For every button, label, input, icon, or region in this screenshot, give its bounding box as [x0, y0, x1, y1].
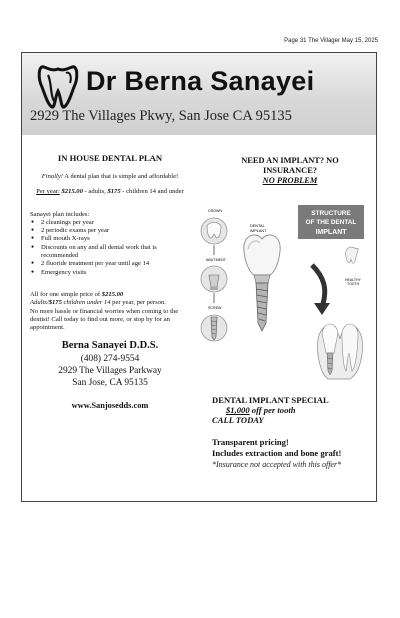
- pricing-line-2: Includes extraction and bone graft!: [212, 447, 342, 458]
- intro-emphasis: Finally!: [41, 173, 63, 180]
- page-header: Page 31 The Villager May 15, 2025: [284, 38, 378, 44]
- label-abutment: ABUTMENT: [206, 258, 226, 262]
- special-call: CALL TODAY: [212, 415, 264, 425]
- website-link[interactable]: www.Sanjosedds.com: [71, 401, 149, 411]
- practice-name: Dr Berna Sanayei: [86, 66, 315, 96]
- implant-structure-diagram: [200, 203, 370, 395]
- list-item: ● 2 fluoride treatment per year until age 14: [30, 260, 190, 268]
- list-item: ● Emergency visits: [30, 269, 190, 277]
- closing-price: $215.00: [101, 290, 124, 298]
- price-child: $175: [107, 188, 121, 196]
- implant-heading-2: INSURANCE?: [263, 166, 317, 175]
- price-mid: - adults,: [82, 188, 108, 196]
- intro-text: A dental plan that is simple and affordable!: [63, 173, 179, 180]
- list-item: ● 2 periodic exams per year: [30, 227, 190, 235]
- dentist-phone[interactable]: (408) 274-9554: [80, 354, 140, 365]
- ad-banner: [22, 53, 376, 135]
- structure-title-1: STRUCTURE: [311, 210, 351, 217]
- closing-e: No more hassle or financial worries when coming to the dentist! Call today to find out more, or stop by for an appointment.: [30, 307, 179, 332]
- special-title: DENTAL IMPLANT SPECIAL: [212, 395, 329, 405]
- plan-price: [30, 188, 190, 196]
- label-screw: SCREW: [208, 306, 222, 310]
- dental-implant-icon: [244, 235, 280, 331]
- implant-heading-3-wrap: [208, 176, 372, 186]
- list-item: ● Discounts on any and all dental work that is recommended: [30, 244, 190, 261]
- jaw-with-implant-icon: [317, 324, 362, 379]
- dental-plan-column: [30, 153, 190, 410]
- plan-intro: [30, 173, 190, 181]
- includes-label: Sanayei plan includes:: [30, 210, 90, 218]
- crown-icon: [201, 218, 227, 244]
- structure-title-2: OF THE DENTAL: [305, 219, 357, 226]
- label-implant-1: DENTAL: [250, 224, 265, 228]
- arrow-head-icon: [314, 303, 330, 315]
- insurance-note: *Insurance not accepted with this offer*: [212, 460, 342, 469]
- pricing-line-1: Transparent pricing!: [212, 437, 289, 447]
- structure-title-box: [298, 205, 364, 239]
- feature-list: [30, 219, 190, 277]
- plan-heading: IN HOUSE DENTAL PLAN: [57, 153, 163, 163]
- closing-d: per year, per person.: [110, 299, 166, 307]
- implant-column: [208, 156, 372, 186]
- special-price-tail: off per tooth: [249, 405, 296, 415]
- label-crown: CROWN: [208, 209, 222, 213]
- dentist-street: 2929 The Villages Parkway: [58, 366, 162, 377]
- dentist-contact: [30, 340, 190, 389]
- closing-a: All for one simple price of: [30, 290, 102, 298]
- implant-special: [212, 395, 374, 470]
- tooth-logo-icon: [36, 57, 80, 111]
- closing-c: children under 14: [61, 299, 111, 307]
- label-healthy-2: TOOTH: [347, 282, 360, 286]
- dental-ad: [21, 52, 377, 502]
- abutment-icon: [201, 266, 227, 292]
- label-healthy-1: HEALTHY: [345, 278, 361, 282]
- price-tail: - children 14 and under: [120, 188, 184, 196]
- screw-icon: [201, 315, 227, 341]
- list-item: ● Full mouth X-rays: [30, 235, 190, 243]
- closing-price2: $175: [48, 299, 62, 307]
- special-price: $1,000: [226, 405, 250, 415]
- implant-heading-1: NEED AN IMPLANT? NO: [241, 156, 339, 165]
- dentist-city: San Jose, CA 95135: [72, 378, 148, 389]
- label-implant-2: IMPLANT: [250, 229, 267, 233]
- dentist-name: Berna Sanayei D.D.S.: [61, 340, 159, 352]
- price-label: Per year:: [36, 188, 60, 196]
- small-tooth-icon: [346, 247, 359, 263]
- closing-text: [30, 291, 190, 332]
- structure-title-3: IMPLANT: [315, 229, 347, 236]
- list-item: ● 2 cleanings per year: [30, 219, 190, 227]
- closing-b: Adults/: [30, 299, 49, 307]
- practice-address: 2929 The Villages Pkwy, San Jose CA 95135: [30, 108, 292, 124]
- special-price-line: [212, 405, 374, 415]
- price-adult: $215.00: [61, 188, 83, 196]
- arrow-icon: [312, 265, 325, 307]
- implant-heading-3: NO PROBLEM: [262, 176, 318, 185]
